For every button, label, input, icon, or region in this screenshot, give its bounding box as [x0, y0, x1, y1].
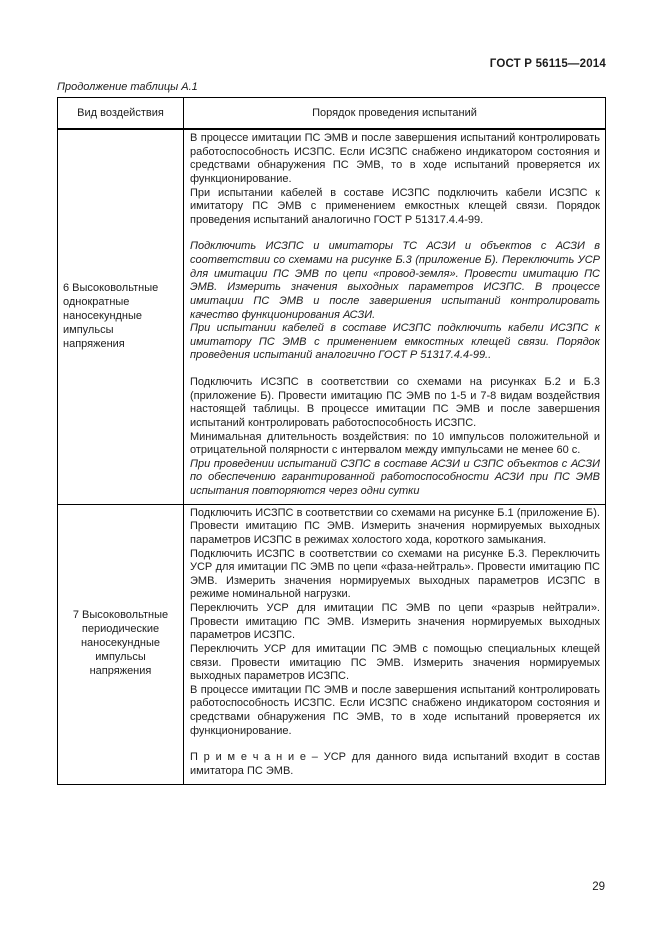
procedure-paragraph: Подключить ИСЗПС в соответствии со схемами на рисунке Б.1 (приложение Б). Провести имитацию ПС ЭМВ. Измерить значения нормируемых выходных параметров ИСЗПС в режимах холостого хода, короткого замыкания. [190, 506, 600, 546]
procedure-paragraph: П р и м е ч а н и е – УСР для данного вида испытаний входит в состав имитатора ПС ЭМВ. [190, 751, 600, 777]
procedure-paragraph: Подключить ИСЗПС в соответствии со схемами на рисунках Б.2 и Б.3 (приложение Б). Провести имитацию ПС ЭМВ по 1-5 и 7-8 видам воздействия настоящей таблицы. В процессе имитации ПС ЭМВ и после завершения испытаний контролировать работоспособность ИСЗПС. [190, 376, 600, 429]
table-caption: Продолжение таблицы А.1 [57, 81, 198, 93]
impact-type-cell: 6 Высоковольтные однократные наносекундные импульсы напряжения [58, 129, 184, 504]
column-header-impact-type: Вид воздействия [58, 98, 184, 130]
procedure-paragraph: Переключить УСР для имитации ПС ЭМВ по цепи «разрыв нейтрали». Провести имитацию ПС ЭМВ. Измерить значения нормируемых выходных параметров ИСЗПС. [190, 602, 600, 642]
table-row [58, 504, 606, 784]
procedure-paragraph: Переключить УСР для имитации ПС ЭМВ с помощью специальных клещей связи. Провести имитацию ПС ЭМВ. Измерить значения нормируемых выходных параметров ИСЗПС. [190, 642, 600, 683]
procedure-paragraph: В процессе имитации ПС ЭМВ и после завершения испытаний контролировать работоспособность ИСЗПС. Если ИСЗПС снабжено индикатором состояния и средствами обнаружения ПС ЭМВ, то в ходе испытаний проверяется их функционирование. [190, 683, 600, 737]
standard-number: ГОСТ Р 56115—2014 [489, 58, 606, 70]
procedure-cell [184, 129, 606, 504]
test-procedure-table [57, 97, 606, 785]
page-number: 29 [592, 881, 605, 893]
procedure-paragraph: При испытании кабелей в составе ИСЗПС подключить кабели ИСЗПС к имитатору ПС ЭМВ с применением емкостных клещей связи. Порядок проведения испытаний аналогично ГОСТ Р 51317.4.4-99.. [190, 322, 600, 362]
table-header-row [58, 98, 606, 130]
procedure-paragraph: Минимальная длительность воздействия: по 10 импульсов положительной и отрицательной полярности с интервалом между импульсами не менее 60 с. [190, 430, 600, 457]
procedure-paragraph: При проведении испытаний СЗПС в составе АСЗИ и СЗПС объектов с АСЗИ по обеспечению гарантированной работоспособности АСЗИ при ПС ЭМВ испытания повторяются через одни сутки [190, 457, 600, 497]
impact-type-cell: 7 Высоковольтные периодические наносекундные импульсы напряжения [58, 504, 184, 784]
column-header-procedure: Порядок проведения испытаний [184, 98, 606, 130]
procedure-cell [184, 504, 606, 784]
procedure-paragraph: Подключить ИСЗПС и имитаторы ТС АСЗИ и объектов с АСЗИ в соответствии со схемами на рисунке Б.3 (приложение Б). Переключить УСР для имитации ПС ЭМВ по цепи «провод-земля». Провести имитацию ПС ЭМВ. Измерить значения выходных параметров ИСЗПС. В процессе имитации ПС ЭМВ и после завершения испытаний контролировать качество функционирования АСЗИ. [190, 240, 600, 321]
procedure-paragraph: Подключить ИСЗПС в соответствии со схемами на рисунке Б.3. Переключить УСР для имитации ПС ЭМВ по цепи «фаза-нейтраль». Провести имитацию ПС ЭМВ. Измерить значения нормируемых выходных параметров ИСЗПС в режиме номинальной нагрузки. [190, 547, 600, 601]
procedure-paragraph: При испытании кабелей в составе ИСЗПС подключить кабели ИСЗПС к имитатору ПС ЭМВ с применением емкостных клещей связи. Порядок проведения испытаний аналогично ГОСТ Р 51317.4.4-99. [190, 186, 600, 226]
table-row [58, 129, 606, 504]
procedure-paragraph: В процессе имитации ПС ЭМВ и после завершения испытаний контролировать работоспособность ИСЗПС. Если ИСЗПС снабжено индикатором состояния и средствами обнаружения ПС ЭМВ, то в ходе испытаний проверяется их функционирование. [190, 132, 600, 185]
table-body [58, 129, 606, 784]
table-header [58, 98, 606, 130]
